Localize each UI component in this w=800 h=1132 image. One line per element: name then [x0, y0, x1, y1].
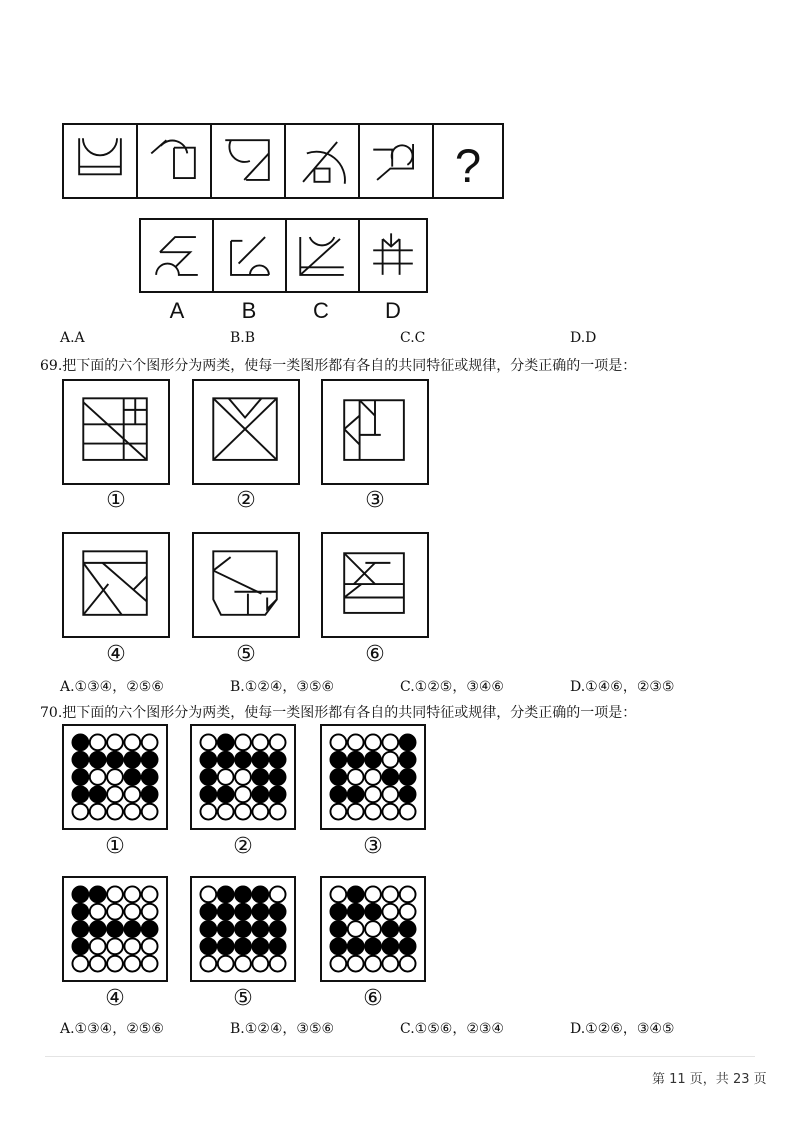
black-dot: [72, 752, 88, 768]
q68-option-b[interactable]: B.B: [230, 330, 256, 346]
white-dot: [90, 804, 106, 820]
white-dot: [235, 804, 251, 820]
black-dot: [252, 904, 268, 920]
black-dot: [200, 752, 216, 768]
black-dot: [365, 904, 381, 920]
white-dot: [107, 938, 123, 954]
black-dot: [235, 752, 251, 768]
q68-answer-letter-a: A: [169, 298, 185, 323]
white-dot: [200, 886, 216, 902]
black-dot: [235, 904, 251, 920]
white-dot: [270, 886, 286, 902]
white-dot: [365, 786, 381, 802]
q70-dot-grid-5: [190, 876, 296, 982]
black-dot: [218, 921, 234, 937]
black-dot: [270, 938, 286, 954]
black-dot: [90, 786, 106, 802]
q70-question-text: 70.把下面的六个图形分为两类，使每一类图形都有各自的共同特征或规律，分类正确的一项是：: [40, 705, 637, 721]
white-dot: [348, 921, 364, 937]
black-dot: [124, 752, 140, 768]
white-dot: [252, 956, 268, 972]
white-dot: [382, 752, 398, 768]
white-dot: [235, 956, 251, 972]
q68-answer-figure-b[interactable]: [212, 218, 287, 293]
black-dot: [382, 769, 398, 785]
q69-figure-2: [192, 379, 300, 485]
black-dot: [235, 921, 251, 937]
black-dot: [252, 886, 268, 902]
white-dot: [400, 804, 416, 820]
black-dot: [348, 904, 364, 920]
white-dot: [348, 956, 364, 972]
white-dot: [270, 956, 286, 972]
q70-dot-grid-1: [62, 724, 168, 830]
black-dot: [330, 921, 346, 937]
q69-option-c[interactable]: C.①②⑤，③④⑥: [400, 679, 504, 695]
black-dot: [72, 904, 88, 920]
black-dot: [400, 734, 416, 750]
black-dot: [400, 938, 416, 954]
q68-answer-figure-d[interactable]: [358, 218, 428, 293]
white-dot: [330, 734, 346, 750]
q69-figure-3: [321, 379, 429, 485]
black-dot: [72, 786, 88, 802]
black-dot: [72, 886, 88, 902]
black-dot: [330, 786, 346, 802]
black-dot: [348, 786, 364, 802]
black-dot: [235, 938, 251, 954]
q68-seq-figure-5: [358, 123, 434, 199]
white-dot: [382, 886, 398, 902]
black-dot: [235, 886, 251, 902]
q70-option-d[interactable]: D.①②⑥，③④⑤: [570, 1021, 675, 1037]
q70-option-a[interactable]: A.①③④，②⑤⑥: [60, 1021, 164, 1037]
white-dot: [348, 804, 364, 820]
white-dot: [107, 786, 123, 802]
black-dot: [365, 752, 381, 768]
black-dot: [252, 786, 268, 802]
white-dot: [218, 804, 234, 820]
black-dot: [400, 752, 416, 768]
q70-dot-grid-6: [320, 876, 426, 982]
q69-figure-1: [62, 379, 170, 485]
q69-figure-4: [62, 532, 170, 638]
q68-seq-figure-2: [136, 123, 212, 199]
q69-option-d[interactable]: D.①④⑥，②③⑤: [570, 679, 675, 695]
white-dot: [365, 769, 381, 785]
q70-label-5: ⑤: [233, 986, 253, 1011]
black-dot: [90, 886, 106, 902]
q68-seq-figure-3: [210, 123, 286, 199]
white-dot: [124, 904, 140, 920]
white-dot: [142, 804, 158, 820]
black-dot: [365, 938, 381, 954]
q69-label-5: ⑤: [236, 642, 256, 667]
white-dot: [90, 904, 106, 920]
white-dot: [142, 886, 158, 902]
white-dot: [107, 886, 123, 902]
white-dot: [200, 734, 216, 750]
black-dot: [200, 921, 216, 937]
black-dot: [270, 786, 286, 802]
white-dot: [382, 786, 398, 802]
white-dot: [235, 734, 251, 750]
white-dot: [348, 734, 364, 750]
q70-label-1: ①: [105, 834, 125, 859]
black-dot: [218, 904, 234, 920]
black-dot: [330, 904, 346, 920]
question-mark: ?: [454, 139, 482, 193]
q69-label-3: ③: [365, 488, 385, 513]
q69-label-2: ②: [236, 488, 256, 513]
white-dot: [124, 734, 140, 750]
white-dot: [235, 769, 251, 785]
black-dot: [124, 921, 140, 937]
white-dot: [330, 804, 346, 820]
q70-option-c[interactable]: C.①⑤⑥，②③④: [400, 1021, 504, 1037]
q70-label-3: ③: [363, 834, 383, 859]
black-dot: [218, 938, 234, 954]
white-dot: [365, 804, 381, 820]
q70-label-4: ④: [105, 986, 125, 1011]
white-dot: [252, 734, 268, 750]
white-dot: [400, 886, 416, 902]
black-dot: [107, 752, 123, 768]
black-dot: [270, 752, 286, 768]
black-dot: [107, 921, 123, 937]
black-dot: [270, 769, 286, 785]
white-dot: [365, 886, 381, 902]
page-number: 第 11 页，共 23 页: [652, 1072, 767, 1087]
black-dot: [218, 734, 234, 750]
black-dot: [270, 921, 286, 937]
q68-option-a[interactable]: A.A: [60, 330, 85, 346]
black-dot: [200, 786, 216, 802]
black-dot: [72, 769, 88, 785]
black-dot: [72, 921, 88, 937]
white-dot: [382, 804, 398, 820]
black-dot: [72, 938, 88, 954]
q68-answer-letter-d: D: [385, 298, 401, 323]
q70-label-6: ⑥: [363, 986, 383, 1011]
black-dot: [90, 752, 106, 768]
white-dot: [218, 956, 234, 972]
q70-dot-grid-3: [320, 724, 426, 830]
q68-seq-figure-4: [284, 123, 360, 199]
white-dot: [90, 734, 106, 750]
black-dot: [252, 938, 268, 954]
black-dot: [90, 921, 106, 937]
q70-label-2: ②: [233, 834, 253, 859]
black-dot: [330, 938, 346, 954]
white-dot: [218, 769, 234, 785]
q68-answer-figure-a[interactable]: [139, 218, 214, 293]
black-dot: [348, 886, 364, 902]
white-dot: [107, 734, 123, 750]
black-dot: [218, 786, 234, 802]
white-dot: [252, 804, 268, 820]
black-dot: [382, 938, 398, 954]
black-dot: [382, 921, 398, 937]
footer-divider: [45, 1056, 755, 1057]
white-dot: [400, 956, 416, 972]
white-dot: [107, 956, 123, 972]
black-dot: [252, 752, 268, 768]
q70-dot-grid-4: [62, 876, 168, 982]
black-dot: [218, 752, 234, 768]
black-dot: [252, 921, 268, 937]
q68-answer-figure-c[interactable]: [285, 218, 360, 293]
white-dot: [72, 804, 88, 820]
white-dot: [124, 938, 140, 954]
q68-answer-letter-b: B: [241, 298, 257, 323]
black-dot: [348, 752, 364, 768]
black-dot: [142, 769, 158, 785]
white-dot: [124, 804, 140, 820]
white-dot: [270, 734, 286, 750]
black-dot: [142, 921, 158, 937]
q68-option-d[interactable]: D.D: [570, 330, 597, 346]
black-dot: [142, 786, 158, 802]
q70-dot-grid-2: [190, 724, 296, 830]
q68-seq-figure-question: [432, 123, 504, 199]
black-dot: [218, 886, 234, 902]
white-dot: [365, 956, 381, 972]
white-dot: [124, 886, 140, 902]
q68-seq-figure-1: [62, 123, 138, 199]
q70-option-b[interactable]: B.①②④，③⑤⑥: [230, 1021, 335, 1037]
white-dot: [124, 786, 140, 802]
white-dot: [142, 904, 158, 920]
black-dot: [330, 752, 346, 768]
white-dot: [348, 769, 364, 785]
black-dot: [330, 769, 346, 785]
white-dot: [90, 769, 106, 785]
black-dot: [72, 734, 88, 750]
white-dot: [107, 804, 123, 820]
white-dot: [365, 734, 381, 750]
q69-question-text: 69.把下面的六个图形分为两类，使每一类图形都有各自的共同特征或规律，分类正确的一项是：: [40, 358, 637, 374]
black-dot: [400, 786, 416, 802]
white-dot: [200, 804, 216, 820]
white-dot: [90, 956, 106, 972]
white-dot: [200, 956, 216, 972]
q69-label-1: ①: [106, 488, 126, 513]
white-dot: [330, 956, 346, 972]
black-dot: [142, 752, 158, 768]
white-dot: [107, 769, 123, 785]
black-dot: [252, 769, 268, 785]
black-dot: [124, 769, 140, 785]
white-dot: [382, 734, 398, 750]
white-dot: [124, 956, 140, 972]
white-dot: [270, 804, 286, 820]
black-dot: [400, 769, 416, 785]
q69-figure-5: [192, 532, 300, 638]
white-dot: [330, 886, 346, 902]
white-dot: [400, 904, 416, 920]
black-dot: [200, 938, 216, 954]
q68-option-c[interactable]: C.C: [400, 330, 426, 346]
black-dot: [400, 921, 416, 937]
white-dot: [382, 904, 398, 920]
black-dot: [348, 938, 364, 954]
q68-answer-letter-c: C: [313, 298, 329, 323]
q69-option-a[interactable]: A.①③④，②⑤⑥: [60, 679, 164, 695]
white-dot: [235, 786, 251, 802]
white-dot: [382, 956, 398, 972]
white-dot: [142, 734, 158, 750]
q69-label-4: ④: [106, 642, 126, 667]
white-dot: [142, 956, 158, 972]
black-dot: [200, 904, 216, 920]
white-dot: [90, 938, 106, 954]
q69-label-6: ⑥: [365, 642, 385, 667]
q69-figure-6: [321, 532, 429, 638]
black-dot: [200, 769, 216, 785]
white-dot: [365, 921, 381, 937]
white-dot: [142, 938, 158, 954]
white-dot: [72, 956, 88, 972]
white-dot: [107, 904, 123, 920]
black-dot: [270, 904, 286, 920]
q69-option-b[interactable]: B.①②④，③⑤⑥: [230, 679, 335, 695]
